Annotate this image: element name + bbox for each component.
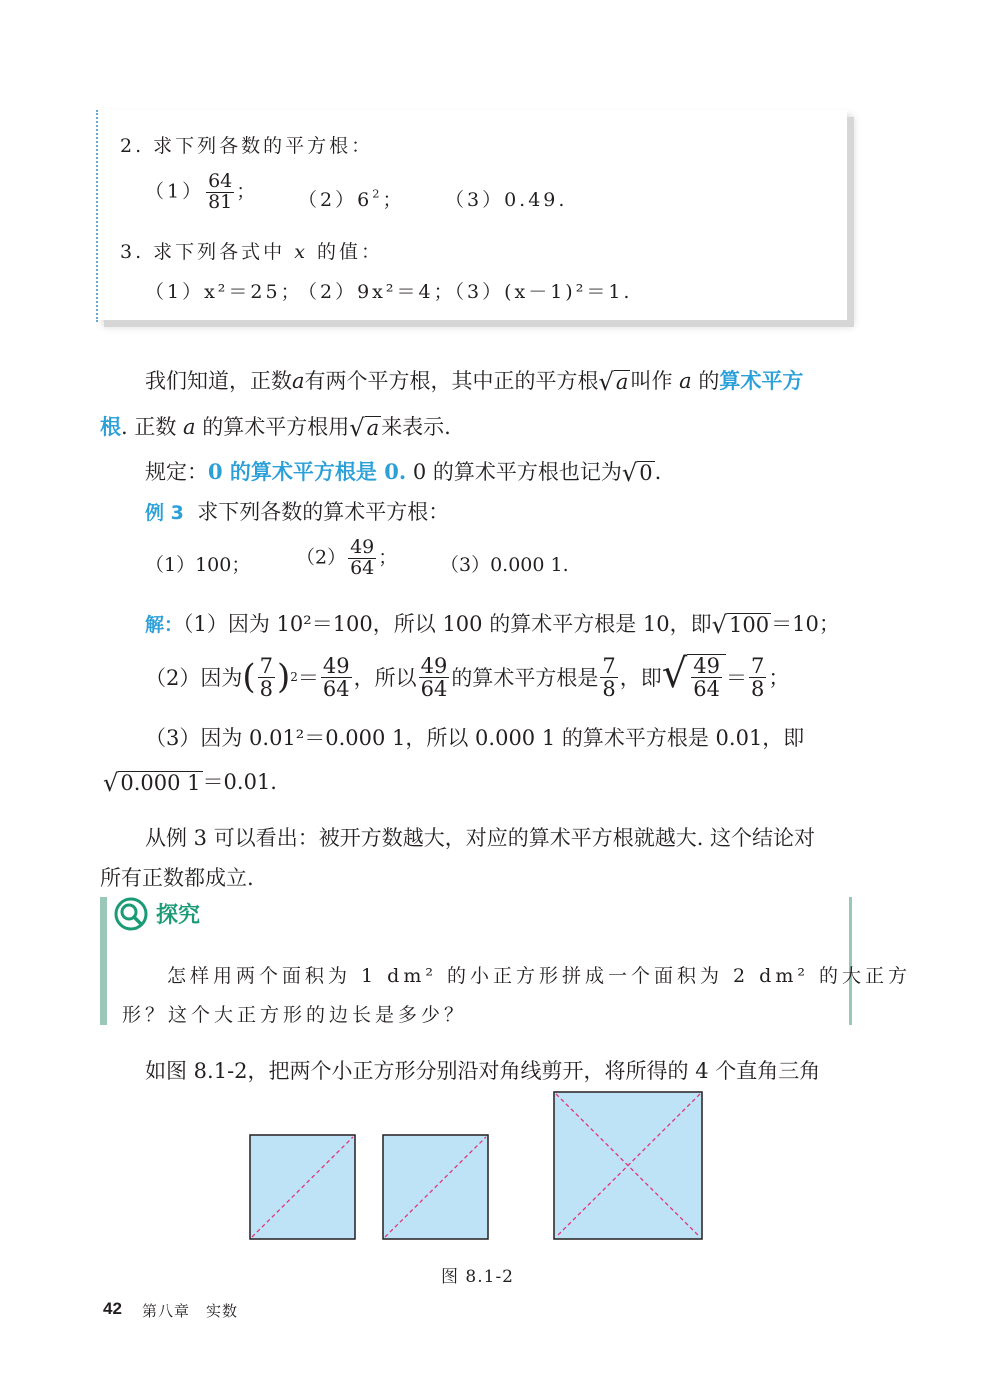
- small-square-right: [383, 1135, 488, 1239]
- exercise-box-dotted-border: [96, 110, 98, 322]
- solution-line1: 解：（1）因为 10²＝100，所以 100 的算术平方根是 10，即 √ 100 ＝10；: [145, 611, 840, 640]
- exercise-q2-part2: $(2)6^2$；: [298, 186, 405, 211]
- exercise-q3-part1: （1）x²＝25；: [145, 281, 303, 303]
- explore-title: 探究: [156, 903, 201, 928]
- exercise-q3-title: 3. 求下列各式中 x 的值：: [120, 241, 383, 263]
- exercise-q2-part3: （3）0.49.: [445, 189, 568, 211]
- example3-part3: （3）0.000 1.: [440, 554, 569, 576]
- example3-part2: （2） $\frac{49}{64}$ ；: [296, 536, 398, 579]
- rule-zero: 规定：0 的算术平方根是 0. 0 的算术平方根也记为 √ 0 .: [145, 459, 662, 488]
- figure-squares: [240, 1085, 720, 1250]
- small-square-left: [250, 1135, 355, 1239]
- exercise-q3-part3: （3）(x－1)²＝1.: [445, 281, 633, 303]
- exercise-q2-title: 2. 求下列各数的平方根：: [120, 135, 374, 157]
- explore-line2: 形？这个大正方形的边长是多少？: [122, 1004, 468, 1026]
- page-number: 42: [103, 1299, 122, 1318]
- solution-line4: √ 0.000 1 ＝0.01.: [103, 769, 277, 798]
- large-square: [554, 1092, 702, 1239]
- exercise-q2-part1: （1） $\frac{64}{81}$ ；: [145, 170, 259, 213]
- paragraph-conclusion-line2: 所有正数都成立.: [100, 866, 254, 890]
- paragraph-cutting: 如图 8.1-2，把两个小正方形分别沿对角线剪开，将所得的 4 个直角三角: [145, 1059, 821, 1083]
- paragraph-definition-line2: 根. 正数 a 的算术平方根用 √ a 来表示.: [100, 414, 451, 443]
- exercise-q3-part2: （2）9x²＝4；: [298, 281, 456, 303]
- chapter-title: 第八章 实数: [142, 1302, 239, 1320]
- paragraph-conclusion-line1: 从例 3 可以看出：被开方数越大，对应的算术平方根就越大. 这个结论对: [145, 826, 816, 850]
- solution-line3: （3）因为 0.01²＝0.000 1，所以 0.000 1 的算术平方根是 0.01，即: [145, 726, 805, 750]
- term-arithmetic-square-root: 算术平方: [719, 368, 804, 393]
- explore-magnifier-icon: [114, 897, 148, 935]
- explore-left-bar: [100, 897, 107, 1025]
- example3-part1: （1）100；: [145, 554, 251, 576]
- paragraph-definition-line1: 我们知道，正数a有两个平方根，其中正的平方根 √ a 叫作 a 的算术平方: [145, 368, 804, 397]
- figure-caption: 图 8.1-2: [441, 1267, 514, 1287]
- example3-heading: 例 3 求下列各数的算术平方根：: [145, 500, 450, 524]
- explore-line1: 怎样用两个面积为 1 dm² 的小正方形拼成一个面积为 2 dm² 的大正方: [167, 965, 912, 987]
- solution-line2: （2）因为 ( $\frac{7}{8}$ ) 2 ＝ $\frac{49}{64}$ ， 所以 $\frac{49}{64}$ 的算术平方根是 $\frac{7}{8}$ ， 即 √ $\frac{49}{64}$ ＝ $\frac{7}{8}$ ；: [145, 651, 790, 702]
